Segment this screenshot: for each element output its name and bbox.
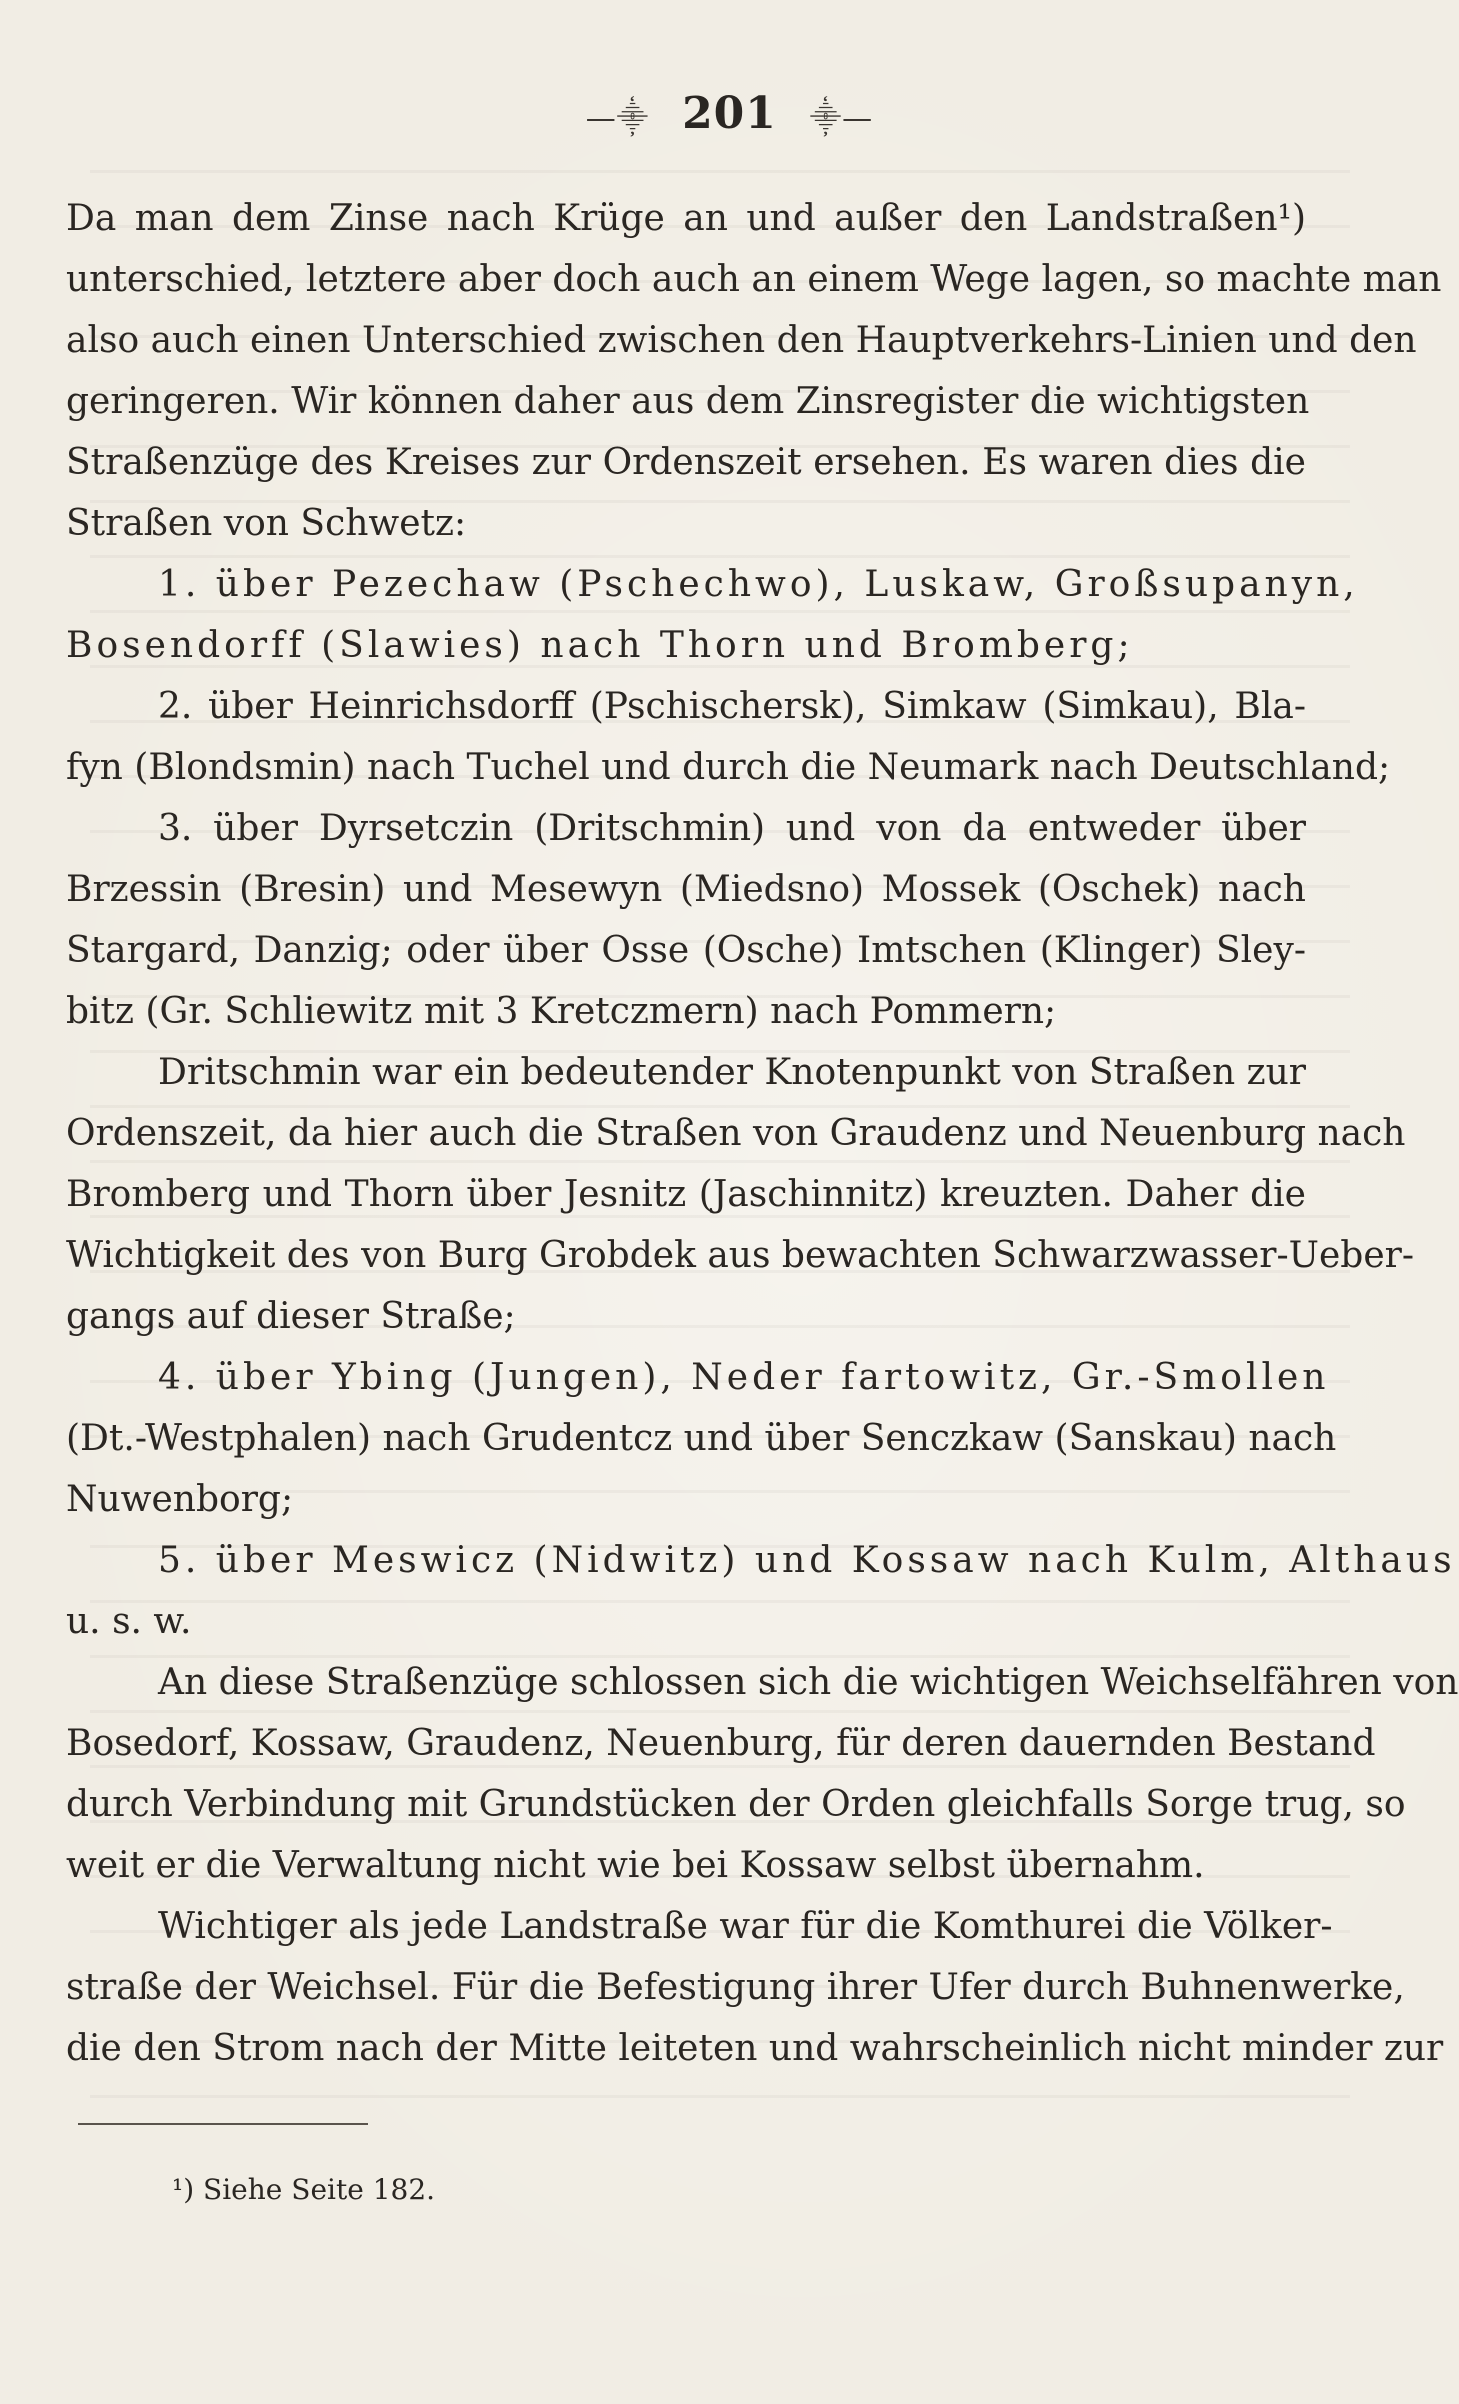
list-item-5-line: u. s. w. xyxy=(66,1601,192,1642)
text-line: Wichtigkeit des von Burg Grobdek aus bewachten Schwarzwasser-Ueber- xyxy=(66,1235,1415,1276)
text-line: Wichtiger als jede Landstraße war für die Komthurei die Völker- xyxy=(158,1906,1333,1947)
list-item-5-line: 5. über Meswicz (Nidwitz) und Kossaw nach Kulm, Althaus xyxy=(158,1540,1456,1581)
list-item-1-line: Bosendorff (Slawies) nach Thorn und Bromberg; xyxy=(66,625,1134,666)
text-line: An diese Straßenzüge schlossen sich die wichtigen Weichselfähren von xyxy=(158,1662,1459,1703)
text-line: Straßen von Schwetz: xyxy=(66,503,467,544)
list-item-4-line: Nuwenborg; xyxy=(66,1479,294,1520)
text-line: Straßenzüge des Kreises zur Ordenszeit ersehen. Es waren dies die xyxy=(66,442,1306,483)
header-ornament-right: ⸎— xyxy=(809,101,874,136)
text-line: geringeren. Wir können daher aus dem Zinsregister die wichtigsten xyxy=(66,381,1310,422)
text-line: Bosedorf, Kossaw, Graudenz, Neuenburg, für deren dauernden Bestand xyxy=(66,1723,1376,1764)
text-line: also auch einen Unterschied zwischen den Hauptverkehrs-Linien und den xyxy=(66,320,1417,361)
footnote-rule xyxy=(78,2123,368,2125)
list-item-3-line: Brzessin (Bresin) und Mesewyn (Miedsno) Mossek (Oschek) nach xyxy=(66,869,1306,910)
header-ornament-left: —⸎ xyxy=(585,101,650,136)
text-line: gangs auf dieser Straße; xyxy=(66,1296,516,1337)
list-item-3-line: 3. über Dyrsetczin (Dritschmin) und von da entweder über xyxy=(158,808,1306,849)
text-line: Bromberg und Thorn über Jesnitz (Jaschinnitz) kreuzten. Daher die xyxy=(66,1174,1306,1215)
text-line: Dritschmin war ein bedeutender Knotenpunkt von Straßen zur xyxy=(158,1052,1307,1093)
list-item-4-line: 4. über Ybing (Jungen), Neder fartowitz, Gr.-Smollen xyxy=(158,1357,1330,1398)
list-item-1-line: 1. über Pezechaw (Pschechwo), Luskaw, Großsupanyn, xyxy=(158,564,1359,605)
text-line: straße der Weichsel. Für die Befestigung ihrer Ufer durch Buhnenwerke, xyxy=(66,1967,1405,2008)
text-line: Da man dem Zinse nach Krüge an und außer den Landstraßen¹) xyxy=(66,198,1306,239)
list-item-4-line: (Dt.-Westphalen) nach Grudentcz und über Senczkaw (Sanskau) nach xyxy=(66,1418,1337,1459)
body-text xyxy=(66,188,1459,2079)
list-item-2-line: 2. über Heinrichsdorff (Pschischersk), Simkaw (Simkau), Bla- xyxy=(158,686,1306,727)
text-line: weit er die Verwaltung nicht wie bei Kossaw selbst übernahm. xyxy=(66,1845,1205,1886)
page-number: 201 xyxy=(682,88,777,139)
text-line: die den Strom nach der Mitte leiteten und wahrscheinlich nicht minder zur xyxy=(66,2028,1444,2069)
footnote: ¹) Siehe Seite 182. xyxy=(172,2173,436,2206)
text-line: unterschied, letztere aber doch auch an einem Wege lagen, so machte man xyxy=(66,259,1442,300)
text-line: durch Verbindung mit Grundstücken der Orden gleichfalls Sorge trug, so xyxy=(66,1784,1406,1825)
text-line: Ordenszeit, da hier auch die Straßen von Graudenz und Neuenburg nach xyxy=(66,1113,1406,1154)
list-item-2-line: fyn (Blondsmin) nach Tuchel und durch die Neumark nach Deutschland; xyxy=(66,747,1391,788)
list-item-3-line: bitz (Gr. Schliewitz mit 3 Kretczmern) nach Pommern; xyxy=(66,991,1057,1032)
list-item-3-line: Stargard, Danzig; oder über Osse (Osche) Imtschen (Klinger) Sley- xyxy=(66,930,1306,971)
page-header xyxy=(0,88,1459,139)
